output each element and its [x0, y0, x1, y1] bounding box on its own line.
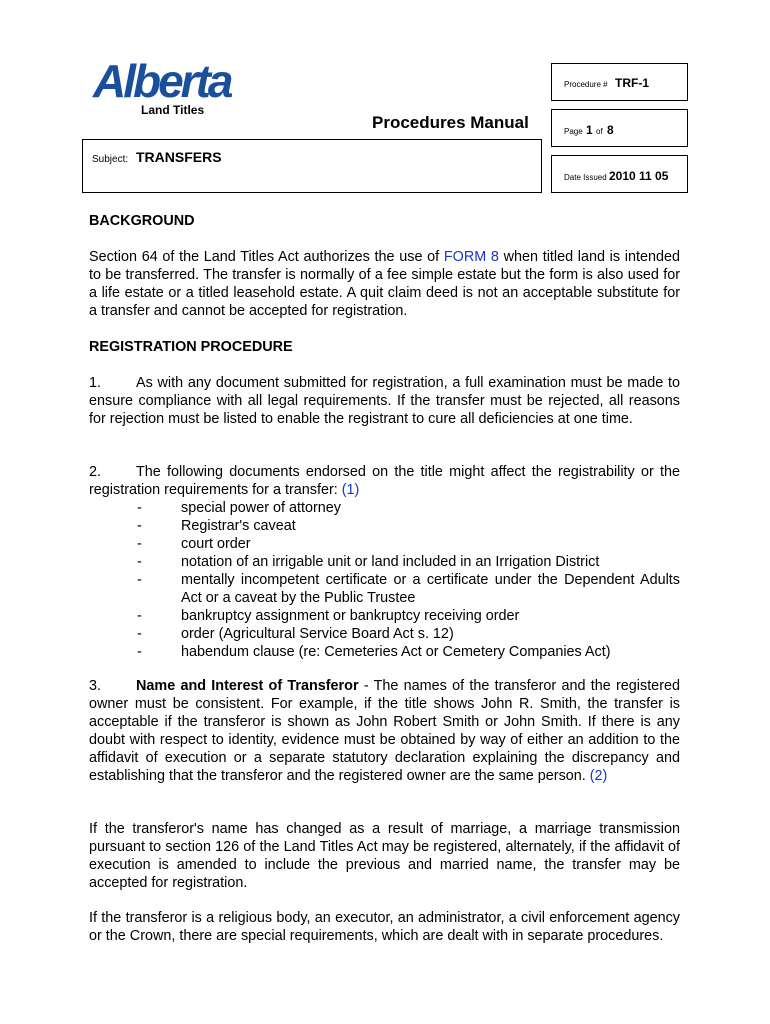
list-item — [89, 499, 680, 517]
footnote-1-link[interactable]: (1) — [341, 482, 360, 498]
item-1-text: As with any document submitted for registration, a full examination must be made to ensure compliance with all legal requirements. If the transfer must be rejected, all reasons for rejection must be listed to enable the registrant to cure all deficiencies at one time. — [89, 375, 680, 427]
bullet-dash: - — [137, 572, 142, 588]
date-box — [551, 155, 688, 193]
procedure-box — [551, 63, 688, 101]
subject-value: TRANSFERS — [136, 149, 222, 165]
page-box — [551, 109, 688, 147]
bullet-text: order (Agricultural Service Board Act s. 12) — [181, 626, 454, 642]
list-item — [89, 553, 680, 571]
bullet-text: mentally incompetent certificate or a certificate under the Dependent Adults Act or a caveat by the Public Trustee — [181, 572, 680, 606]
page-of: of — [596, 127, 603, 136]
background-text-start: Section 64 of the Land Titles Act authorizes the use of — [89, 249, 444, 265]
bullet-dash: - — [137, 644, 142, 660]
subject-box — [82, 139, 542, 193]
registration-heading: REGISTRATION PROCEDURE — [89, 339, 293, 355]
list-item — [89, 643, 680, 661]
item-3 — [89, 677, 680, 785]
list-item — [89, 517, 680, 535]
bullet-text: court order — [181, 536, 251, 552]
item-1 — [89, 374, 680, 428]
subject-label: Subject: — [92, 154, 129, 165]
background-heading: BACKGROUND — [89, 213, 195, 229]
bullet-dash: - — [137, 536, 142, 552]
page-label: Page — [564, 127, 583, 136]
bullet-dash: - — [137, 626, 142, 642]
procedure-value: TRF-1 — [615, 76, 649, 90]
bullet-text: special power of attorney — [181, 500, 341, 516]
item-3-number: 3. — [89, 678, 102, 694]
footnote-2-link[interactable]: (2) — [589, 768, 608, 784]
procedure-label: Procedure # — [564, 80, 608, 89]
bullet-dash: - — [137, 608, 142, 624]
date-value: 2010 11 05 — [609, 169, 669, 183]
bullet-text: Registrar's caveat — [181, 518, 296, 534]
religious-body-paragraph: If the transferor is a religious body, an executor, an administrator, a civil enforcement agency or the Crown, there are special requirements, which are dealt with in separate procedures. — [89, 910, 680, 944]
list-item — [89, 625, 680, 643]
bullet-text: habendum clause (re: Cemeteries Act or Cemetery Companies Act) — [181, 644, 611, 660]
logo-subtitle: Land Titles — [141, 103, 205, 117]
name-change-paragraph: If the transferor's name has changed as a result of marriage, a marriage transmission pursuant to section 126 of the Land Titles Act may be registered, alternately, if the affidavit of execution is amended to include the previous and married name, the transfer may be accepted for registration. — [89, 821, 680, 891]
date-label: Date Issued — [564, 173, 607, 182]
bullet-text: notation of an irrigable unit or land included in an Irrigation District — [181, 554, 600, 570]
item-3-text: - The names of the transferor and the registered owner must be consistent. For example, if the title shows John R. Smith, the transfer is acceptable if the transferor is shown as John Robert Smith or John Smith. If there is any doubt with respect to identity, evidence must be obtained by way of either an addition to the affidavit of execution or a separate statutory declaration explaining the discrepancy and establishing that the transferor and the registered owner are the same person. — [89, 678, 680, 784]
item-3-heading: Name and Interest of Transferor — [136, 678, 359, 694]
form-8-link[interactable]: FORM 8 — [443, 249, 499, 265]
item-2-text: The following documents endorsed on the title might affect the registrability or the registration requirements for a transfer: — [89, 464, 680, 498]
page-title: Procedures Manual — [372, 113, 529, 132]
page-total: 8 — [607, 123, 614, 137]
list-item — [89, 571, 680, 607]
bullet-dash: - — [137, 500, 142, 516]
item-2-number: 2. — [89, 464, 102, 480]
alberta-logo: Alberta — [93, 55, 231, 107]
item-1-number: 1. — [89, 375, 102, 391]
bullet-dash: - — [137, 554, 142, 570]
background-paragraph — [89, 248, 680, 320]
list-item — [89, 607, 680, 625]
bullet-text: bankruptcy assignment or bankruptcy receiving order — [181, 608, 520, 624]
list-item — [89, 535, 680, 553]
bullet-dash: - — [137, 518, 142, 534]
bullet-list — [89, 499, 680, 661]
page-number: 1 — [586, 123, 593, 137]
background-text-end: when titled land is intended to be transferred. The transfer is normally of a fee simple estate but the form is also used for a life estate or a titled leasehold estate. A quit claim deed is not an acceptable substitute for a transfer and cannot be accepted for registration. — [89, 249, 680, 319]
item-2 — [89, 463, 680, 499]
